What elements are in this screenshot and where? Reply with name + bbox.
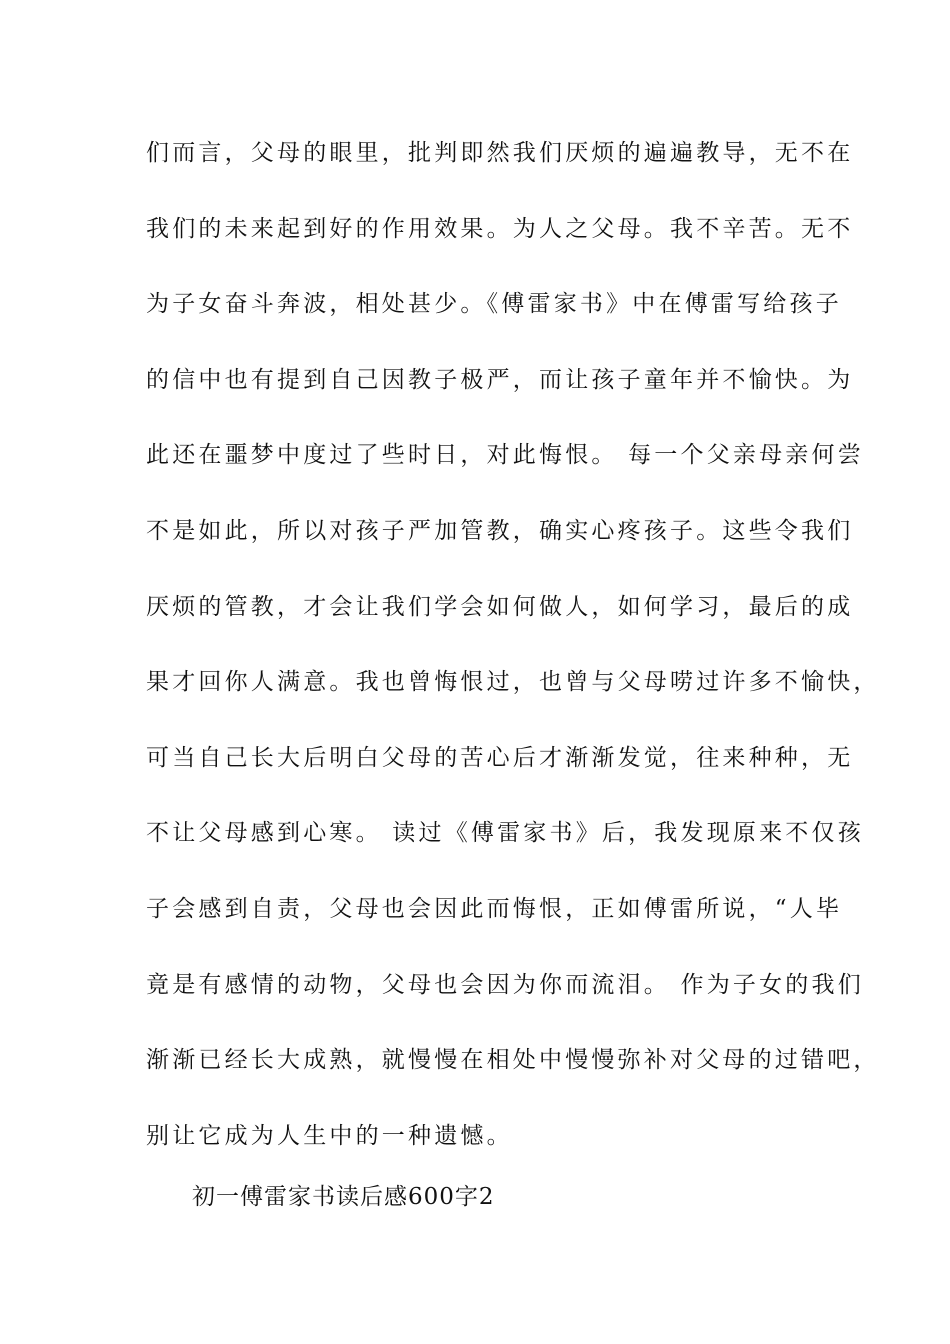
text-line: 们而言，父母的眼里，批判即然我们厌烦的遍遍教导，无不在 xyxy=(146,140,854,166)
text-line: 子会感到自责，父母也会因此而悔恨，正如傅雷所说，“人毕 xyxy=(146,895,843,922)
text-line: 可当自己长大后明白父母的苦心后才渐渐发觉，往来种种，无 xyxy=(146,744,854,771)
text-line: 此还在噩梦中度过了些时日，对此悔恨。 每一个父亲母亲何尝 xyxy=(146,442,864,469)
text-line: 竟是有感情的动物，父母也会因为你而流泪。 作为子女的我们 xyxy=(146,971,864,998)
text-line: 不是如此，所以对孩子严加管教，确实心疼孩子。这些令我们 xyxy=(146,517,854,544)
text-line: 的信中也有提到自己因教子极严，而让孩子童年并不愉快。为 xyxy=(146,366,854,393)
text-line: 不让父母感到心寒。 读过《傅雷家书》后，我发现原来不仅孩 xyxy=(146,820,864,847)
text-line: 厌烦的管教，才会让我们学会如何做人，如何学习，最后的成 xyxy=(146,593,854,620)
body-text xyxy=(146,132,880,1190)
text-line: 我们的未来起到好的作用效果。为人之父母。我不辛苦。无不 xyxy=(146,215,854,242)
text-line: 别让它成为人生中的一种遗憾。 xyxy=(146,1122,513,1149)
section-heading: 初一傅雷家书读后感600字2 xyxy=(192,1184,495,1210)
text-line: 为子女奋斗奔波，相处甚少。《傅雷家书》中在傅雷写给孩子 xyxy=(146,291,842,318)
text-line: 渐渐已经长大成熟，就慢慢在相处中慢慢弥补对父母的过错吧， xyxy=(146,1047,880,1074)
text-line: 果才回你人满意。我也曾悔恨过，也曾与父母唠过许多不愉快， xyxy=(146,669,880,696)
